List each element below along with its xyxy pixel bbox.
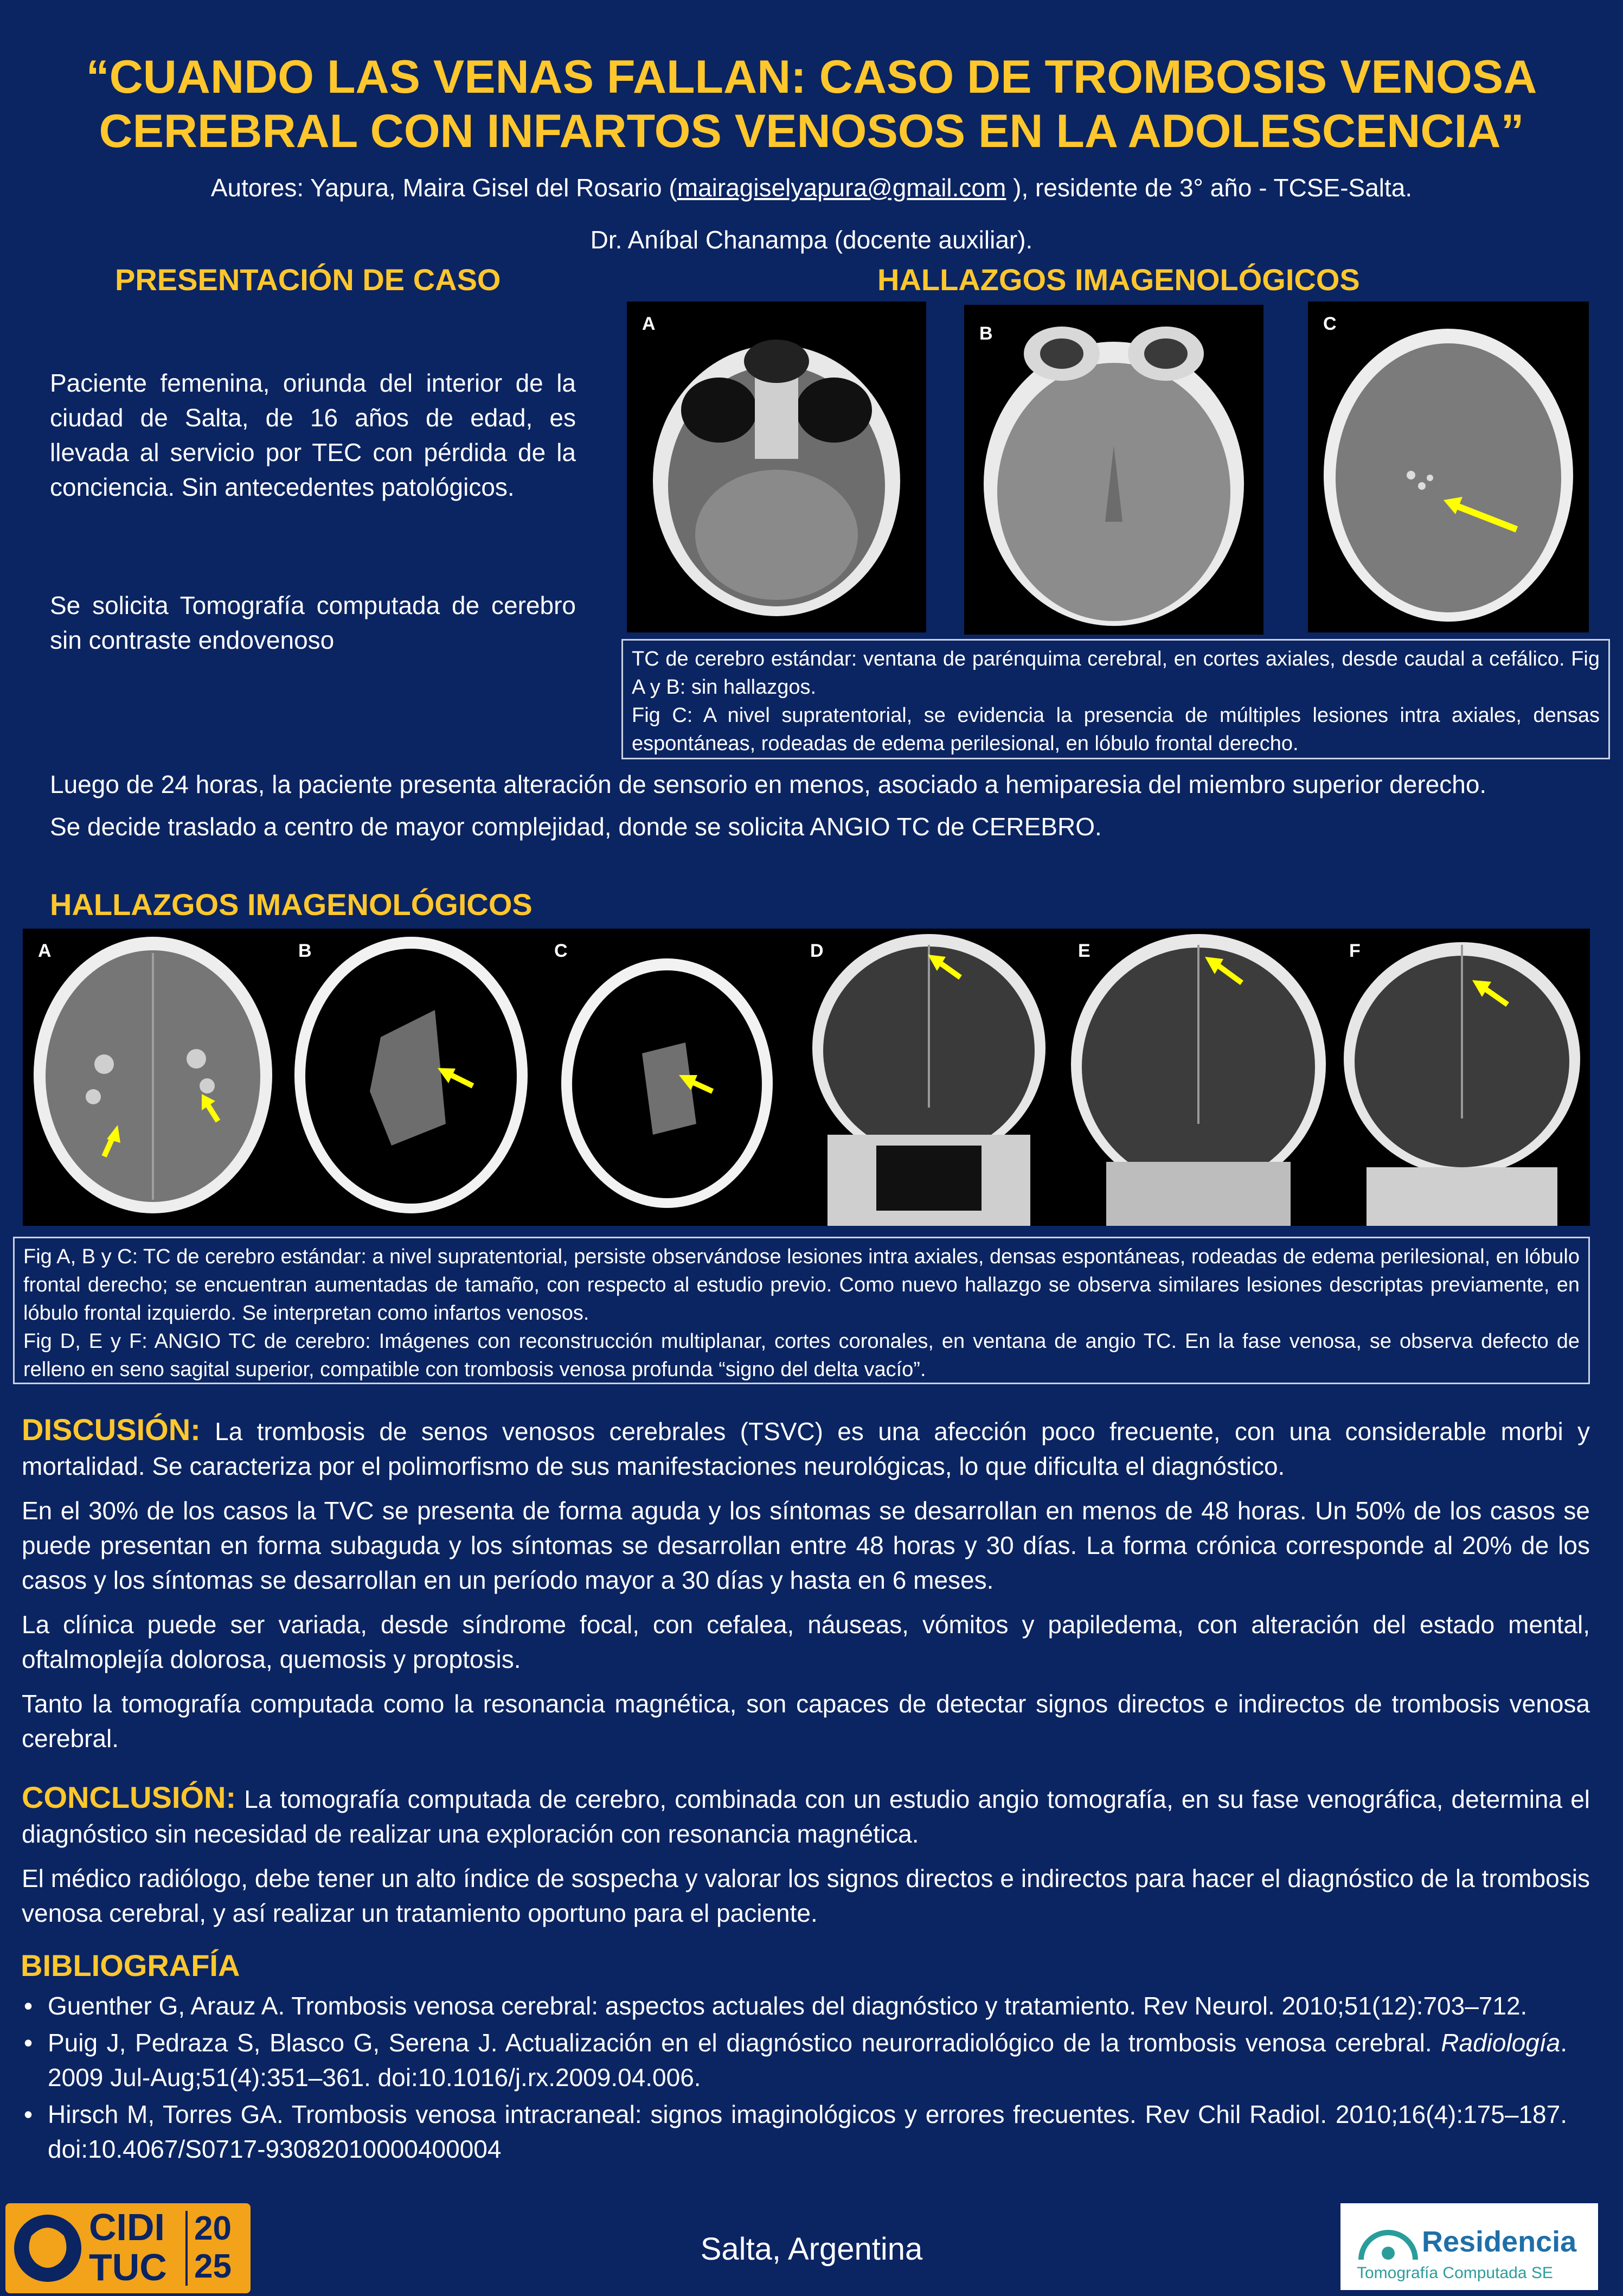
ct-image-a [627,302,926,632]
logo-year-top: 20 [194,2210,232,2247]
authors-line [0,171,1623,204]
bibliografia-list-block [22,1988,1567,2169]
evolucion-paragraph-2: Se decide traslado a centro de mayor complejidad, donde se solicita ANGIO TC de CEREBRO. [50,813,1102,841]
ct-label-a: A [642,314,656,334]
ct2-image-d [795,929,1063,1226]
ct2-higher-slice-scan [539,929,795,1226]
ct2-image-c [539,929,795,1226]
bib-item: • Puig J, Pedraza S, Blasco G, Serena J. Actualización en el diagnóstico neurorradiológico de la trombosis venosa cerebral. Radiología. 2009 Jul-Aug;51(4):351–361. doi:10.1016/j.rx.2009.04.006. [24,2029,1567,2092]
ct2-coronal-angio-scan-e [1063,929,1334,1226]
ct2-image-e [1063,929,1334,1226]
ct2-coronal-angio-scan-d [795,929,1063,1226]
presentacion-paragraph-1: Paciente femenina, oriunda del interior de la ciudad de Salta, de 16 años de edad, es llevada al servicio por TEC con pérdida de la conciencia. Sin antecedentes patológicos. [50,369,576,501]
residencia-arc-icon [1350,2211,1426,2271]
bib-item: • Guenther G, Arauz A. Trombosis venosa cerebral: aspectos actuales del diagnóstico y tratamiento. Rev Neurol. 2010;51(12):703–712. [24,1992,1528,2020]
authors-prefix: Autores: Yapura, Maira Gisel del Rosario ( [210,174,677,202]
presentacion-paragraph-2: Se solicita Tomografía computada de cerebro sin contraste endovenoso [50,591,576,654]
bib-ref-2a: Puig J, Pedraza S, Blasco G, Serena J. Actualización en el diagnóstico neurorradiológico de la trombosis venosa cerebral. [48,2029,1441,2057]
discusion-heading: DISCUSIÓN: [22,1412,201,1447]
ct2-image-f [1334,929,1590,1226]
ct2-label-e: E [1078,941,1090,961]
conclusion-block [22,1780,1590,1940]
discusion-block [22,1412,1590,1766]
ct2-subdural-window-scan [283,929,539,1226]
ct2-image-b [283,929,539,1226]
footer-location: Salta, Argentina [700,2231,923,2267]
bib-ref-2b: . 2009 Jul-Aug;51(4):351–361. doi:10.1016/j.rx.2009.04.006. [48,2029,1567,2092]
author-email-link[interactable]: mairagiselyapura@gmail.com [677,174,1006,202]
ct2-image-a [23,929,283,1226]
ct-label-b: B [979,323,993,344]
ct2-label-f: F [1349,941,1361,961]
hallazgos-caption-1 [621,639,1610,759]
discusion-paragraph-4: Tanto la tomografía computada como la resonancia magnética, son capaces de detectar signos directos e indirectos de trombosis venosa cerebral. [22,1690,1590,1753]
logo-year-bottom: 25 [194,2248,232,2285]
logo-cidi-text: CIDI [89,2206,165,2248]
caption-2-line-1: Fig A, B y C: TC de cerebro estándar: a nivel supratentorial, persiste observándose lesiones intra axiales, densas espontáneas, rodeadas de edema perilesional, en lóbulo frontal derecho; se encuentran aumentadas de tamaño, con respecto al estudio previo. Como nuevo hallazgo se observa similares lesiones descriptas previamente, en lóbulo frontal izquierdo. Se interpretan como infartos venosos. [23,1245,1580,1325]
discusion-paragraph-2: En el 30% de los casos la TVC se presenta de forma aguda y los síntomas se desarrollan en menos de 48 horas. Un 50% de los casos se puede presentan en forma subaguda y los síntomas se desarrollan entre 48 horas y 30 días. La forma crónica corresponde al 20% de los casos y los síntomas se desarrollan en un período mayor a 30 días y hasta en 6 meses. [22,1496,1590,1594]
caption-1-line-1: TC de cerebro estándar: ventana de parénquima cerebral, en cortes axiales, desde caudal a cefálico. Fig A y B: sin hallazgos. [632,648,1600,699]
caption-2-line-2: Fig D, E y F: ANGIO TC de cerebro: Imágenes con reconstrucción multiplanar, cortes coronales, en ventana de angio TC. En la fase venosa, se observa defecto de relleno en seno sagital superior, compatible con trombosis venosa profunda “signo del delta vacío”. [23,1330,1580,1381]
bib-ref-1: Guenther G, Arauz A. Trombosis venosa cerebral: aspectos actuales del diagnóstico y tratamiento. Rev Neurol. 2010;51(12):703–712. [48,1992,1528,2020]
bib-item: • Hirsch M, Torres GA. Trombosis venosa intracraneal: signos imaginológicos y errores frecuentes. Rev Chil Radiol. 2010;16(4):175–187. doi:10.4067/S0717-93082010000400004 [24,2100,1567,2163]
evolucion-paragraph-1: Luego de 24 horas, la paciente presenta alteración de sensorio en menos, asociado a hemiparesia del miembro superior derecho. [50,770,1487,798]
discusion-paragraph-3: La clínica puede ser variada, desde síndrome focal, con cefalea, náuseas, vómitos y papiledema, con alteración del estado mental, oftalmoplejía dolorosa, quemosis y proptosis. [22,1610,1590,1673]
logo-tuc-text: TUC [89,2246,167,2288]
ct2-label-b: B [298,941,312,961]
conclusion-paragraph-1: La tomografía computada de cerebro, combinada con un estudio angio tomografía, en su fase venográfica, determina el diagnóstico sin necesidad de realizar una exploración con resonancia magnética. [22,1785,1590,1848]
bib-ref-3: Hirsch M, Torres GA. Trombosis venosa intracraneal: signos imaginológicos y errores frecuentes. Rev Chil Radiol. 2010;16(4):175–187. doi:10.4067/S0717-93082010000400004 [48,2100,1567,2163]
hallazgos-heading-1: HALLAZGOS IMAGENOLÓGICOS [877,263,1360,297]
residencia-subtitle: Tomografía Computada SE [1357,2264,1553,2282]
ct-supratentorial-scan [1308,302,1589,632]
bibliografia-list [22,1988,1567,2166]
poster-title: “CUANDO LAS VENAS FALLAN: CASO DE TROMBOSIS VENOSA CEREBRAL CON INFARTOS VENOSOS EN LA ADOLESCENCIA” [86,51,1537,157]
hallazgos-heading-2: HALLAZGOS IMAGENOLÓGICOS [50,887,533,922]
ct2-label-d: D [810,941,824,961]
bib-ref-2-journal: Radiología [1441,2029,1561,2057]
ct-image-b [964,305,1263,635]
residencia-title: Residencia [1422,2225,1577,2258]
ct-skull-base-scan [627,302,926,632]
ct2-label-a: A [38,941,52,961]
authors-suffix: ), residente de 3° año - TCSE-Salta. [1006,174,1413,202]
ct2-bilateral-infarct-scan [23,929,283,1226]
evolucion-block [50,767,1579,854]
conclusion-paragraph-2: El médico radiólogo, debe tener un alto índice de sospecha y valorar los signos directos e indirectos para hacer el diagnóstico de la trombosis venosa cerebral, y así realizar un tratamiento oportuno para el paciente. [22,1864,1590,1927]
ct-orbit-level-scan [964,305,1263,635]
caption-1-line-2: Fig C: A nivel supratentorial, se evidencia la presencia de múltiples lesiones intra axiales, densas espontáneas, rodeadas de edema perilesional, en lóbulo frontal derecho. [632,704,1600,755]
ct-label-c: C [1323,314,1337,334]
doctor-line: Dr. Aníbal Chanampa (docente auxiliar). [590,226,1033,254]
bibliografia-heading: BIBLIOGRAFÍA [21,1948,240,1982]
discusion-paragraph-1: La trombosis de senos venosos cerebrales (TSVC) es una afección poco frecuente, con una considerable morbi y mortalidad. Se caracteriza por el polimorfismo de sus manifestaciones neurológicas, lo que dificulta el diagnóstico. [22,1417,1590,1480]
ct2-coronal-angio-scan-f [1334,929,1590,1226]
residencia-logo [1340,2203,1598,2290]
hallazgos-caption-2 [13,1237,1590,1384]
presentacion-heading: PRESENTACIÓN DE CASO [115,263,501,297]
ct-image-c [1308,302,1589,632]
ct2-label-c: C [554,941,568,961]
conclusion-heading: CONCLUSIÓN: [22,1780,236,1814]
